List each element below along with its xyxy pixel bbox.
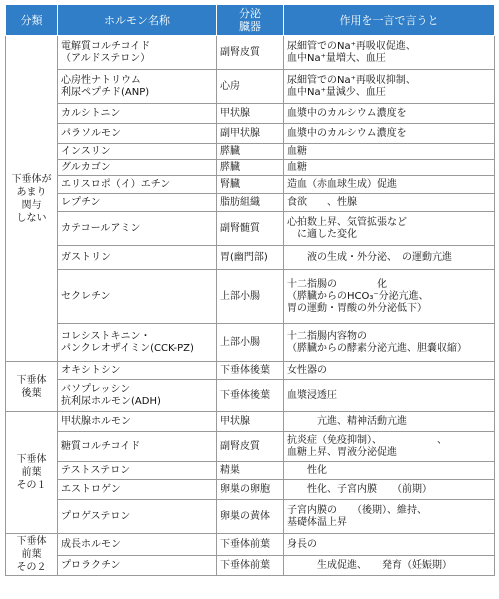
action-cell — [284, 194, 495, 212]
action-line: 胃の運動・胃酸の外分泌低下） — [287, 302, 427, 314]
organ-cell: 脂肪組織 — [217, 194, 284, 212]
table-row — [6, 194, 495, 212]
hormone-name-line: プロラクチン — [61, 559, 121, 571]
hormone-name-cell — [58, 270, 217, 324]
hormone-table — [5, 4, 495, 576]
category-line: 前葉 — [21, 549, 42, 560]
organ-cell: 心房 — [217, 70, 284, 104]
organ-cell: 上部小腸 — [217, 324, 284, 362]
organ-cell: 精巣 — [217, 462, 284, 480]
action-line: 血中Na⁺量増大、血圧 — [287, 52, 386, 64]
hormone-name-line: 糖質コルチコイド — [61, 440, 141, 452]
action-cell — [284, 500, 495, 534]
hormone-name-line: 利尿ペプチド(ANP) — [61, 86, 150, 98]
header-category: 分類 — [6, 5, 58, 36]
hormone-name-cell — [58, 324, 217, 362]
action-line: （膵臓からのHCO₃⁻分泌亢進、 — [287, 290, 429, 302]
hormone-name-line: 心房性ナトリウム — [61, 74, 141, 86]
hormone-name-cell — [58, 160, 217, 176]
action-cell — [284, 480, 495, 500]
hormone-name-line: インスリン — [61, 145, 111, 157]
table-row — [6, 124, 495, 144]
header-organ-line: 臓器 — [239, 20, 261, 33]
hormone-name-cell — [58, 104, 217, 124]
header-row — [6, 5, 495, 36]
action-line: 子宮内膜の （後期）、維持、 — [287, 504, 427, 516]
header-organ-line: 分泌 — [239, 7, 261, 20]
hormone-name-cell — [58, 412, 217, 432]
table-row — [6, 556, 495, 576]
header-action: 作用を一言で言うと — [284, 5, 495, 36]
category-line: その１ — [16, 480, 47, 491]
table-row — [6, 500, 495, 534]
hormone-name-line: 甲状腺ホルモン — [61, 415, 131, 427]
hormone-name-cell — [58, 70, 217, 104]
action-line: 造血（赤血球生成）促進 — [287, 178, 397, 190]
table-row — [6, 480, 495, 500]
hormone-name-line: オキシトシン — [61, 364, 121, 376]
table-row — [6, 324, 495, 362]
action-cell — [284, 246, 495, 270]
hormone-name-cell — [58, 246, 217, 270]
action-cell — [284, 556, 495, 576]
action-line: 血糖 — [287, 161, 307, 173]
category-line: 下垂体 — [16, 536, 47, 547]
table-row — [6, 104, 495, 124]
organ-cell: 下垂体前葉 — [217, 534, 284, 556]
action-cell — [284, 160, 495, 176]
category-line: 下垂体 — [16, 374, 47, 386]
action-line: 血漿中のカルシウム濃度を — [287, 127, 407, 139]
category-cell — [6, 36, 58, 362]
hormone-name-cell — [58, 480, 217, 500]
hormone-name-cell — [58, 534, 217, 556]
category-line: その２ — [16, 562, 47, 573]
category-line: しない — [16, 212, 47, 224]
action-line: 十二指腸の 化 — [287, 278, 387, 290]
action-line: 心拍数上昇、気管拡張など — [287, 216, 407, 228]
category-line: 関与 — [21, 199, 42, 211]
hormone-name-line: 抗利尿ホルモン(ADH) — [61, 395, 161, 407]
organ-cell: 上部小腸 — [217, 270, 284, 324]
organ-cell: 胃(幽門部) — [217, 246, 284, 270]
action-cell — [284, 270, 495, 324]
action-cell — [284, 144, 495, 160]
action-line: 生成促進、 発育（妊娠期） — [287, 559, 452, 571]
hormone-name-cell — [58, 176, 217, 194]
hormone-name-line: （アルドステロン） — [61, 52, 151, 64]
organ-cell: 膵臓 — [217, 144, 284, 160]
organ-cell: 副腎髄質 — [217, 212, 284, 246]
hormone-name-cell — [58, 362, 217, 380]
organ-cell: 下垂体前葉 — [217, 556, 284, 576]
action-cell — [284, 380, 495, 412]
table-row — [6, 176, 495, 194]
action-cell — [284, 462, 495, 480]
table-row — [6, 144, 495, 160]
hormone-name-line: グルカゴン — [61, 161, 111, 173]
table-row — [6, 270, 495, 324]
table-row — [6, 534, 495, 556]
action-line: （膵臓からの酵素分泌亢進、胆嚢収縮） — [287, 342, 467, 354]
action-cell — [284, 412, 495, 432]
hormone-name-line: カテコールアミン — [61, 222, 141, 234]
action-line: 血糖上昇、胃液分泌促進 — [287, 446, 397, 458]
hormone-name-cell — [58, 500, 217, 534]
action-cell — [284, 212, 495, 246]
action-cell — [284, 124, 495, 144]
hormone-name-cell — [58, 212, 217, 246]
organ-cell: 副甲状腺 — [217, 124, 284, 144]
hormone-name-line: コレシストキニン・ — [61, 330, 151, 342]
hormone-name-line: エリスロポ（イ）エチン — [61, 178, 171, 190]
hormone-name-cell — [58, 380, 217, 412]
table-row — [6, 70, 495, 104]
action-cell — [284, 324, 495, 362]
hormone-name-cell — [58, 194, 217, 212]
hormone-name-line: ガストリン — [61, 251, 111, 263]
hormone-name-line: 成長ホルモン — [61, 538, 121, 550]
category-cell — [6, 362, 58, 412]
action-line: 亢進、精神活動亢進 — [287, 415, 407, 427]
action-line: 尿細管でのNa⁺再吸収抑制、 — [287, 74, 416, 86]
action-line: 血糖 — [287, 145, 307, 157]
hormone-name-line: レプチン — [61, 196, 101, 208]
table-row — [6, 412, 495, 432]
category-line: 前葉 — [21, 467, 42, 478]
action-line: 尿細管でのNa⁺再吸収促進、 — [287, 40, 416, 52]
action-cell — [284, 362, 495, 380]
organ-cell: 膵臓 — [217, 160, 284, 176]
action-line: 血漿浸透圧 — [287, 389, 337, 401]
action-line: 性化、子宮内膜 （前期） — [287, 483, 432, 495]
action-line: 身長の — [287, 538, 317, 550]
hormone-name-cell — [58, 124, 217, 144]
hormone-name-line: バソプレッシン — [61, 383, 131, 395]
organ-cell: 卵巣の卵胞 — [217, 480, 284, 500]
action-line: 基礎体温上昇 — [287, 516, 347, 528]
organ-cell: 甲状腺 — [217, 412, 284, 432]
hormone-name-line: カルシトニン — [61, 107, 121, 119]
action-line: 十二指腸内容物の — [287, 330, 367, 342]
header-hormone: ホルモン名称 — [58, 5, 217, 36]
hormone-name-cell — [58, 462, 217, 480]
hormone-name-line: セクレチン — [61, 290, 111, 302]
action-cell — [284, 70, 495, 104]
hormone-name-line: エストロゲン — [61, 483, 121, 495]
organ-cell: 下垂体後葉 — [217, 362, 284, 380]
action-line: 女性器の — [287, 364, 327, 376]
hormone-name-line: テストステロン — [61, 464, 131, 476]
action-line: 抗炎症（免疫抑制）、 、 — [287, 434, 447, 446]
category-line: あまり — [16, 186, 47, 198]
organ-cell: 副腎皮質 — [217, 36, 284, 70]
organ-cell: 下垂体後葉 — [217, 380, 284, 412]
action-cell — [284, 176, 495, 194]
category-line: 後葉 — [21, 387, 42, 399]
category-cell — [6, 534, 58, 576]
table-row — [6, 246, 495, 270]
organ-cell: 腎臓 — [217, 176, 284, 194]
action-line: 性化 — [287, 464, 327, 476]
hormone-name-cell — [58, 432, 217, 462]
hormone-name-cell — [58, 144, 217, 160]
hormone-name-cell — [58, 36, 217, 70]
table-row — [6, 380, 495, 412]
action-cell — [284, 36, 495, 70]
category-line: 下垂体 — [16, 454, 47, 465]
hormone-name-cell — [58, 556, 217, 576]
category-line: 下垂体が — [11, 173, 52, 185]
table-row — [6, 432, 495, 462]
action-line: 液の生成・外分泌、 の運動亢進 — [287, 251, 452, 263]
action-cell — [284, 432, 495, 462]
action-line: 血中Na⁺量減少、血圧 — [287, 86, 386, 98]
action-line: 血漿中のカルシウム濃度を — [287, 107, 407, 119]
hormone-name-line: プロゲステロン — [61, 510, 131, 522]
table-row — [6, 362, 495, 380]
table-row — [6, 160, 495, 176]
hormone-name-line: パラソルモン — [61, 127, 121, 139]
hormone-name-line: パンクレオザイミン(CCK-PZ) — [61, 342, 194, 354]
organ-cell: 卵巣の黄体 — [217, 500, 284, 534]
header-organ — [217, 5, 284, 36]
table-row — [6, 36, 495, 70]
table-row — [6, 462, 495, 480]
action-line: に適した変化 — [287, 228, 357, 240]
action-cell — [284, 534, 495, 556]
organ-cell: 甲状腺 — [217, 104, 284, 124]
category-cell — [6, 412, 58, 534]
table-row — [6, 212, 495, 246]
hormone-name-line: 電解質コルチコイド — [61, 40, 151, 52]
organ-cell: 副腎皮質 — [217, 432, 284, 462]
action-cell — [284, 104, 495, 124]
action-line: 食欲 、性腺 — [287, 196, 357, 208]
